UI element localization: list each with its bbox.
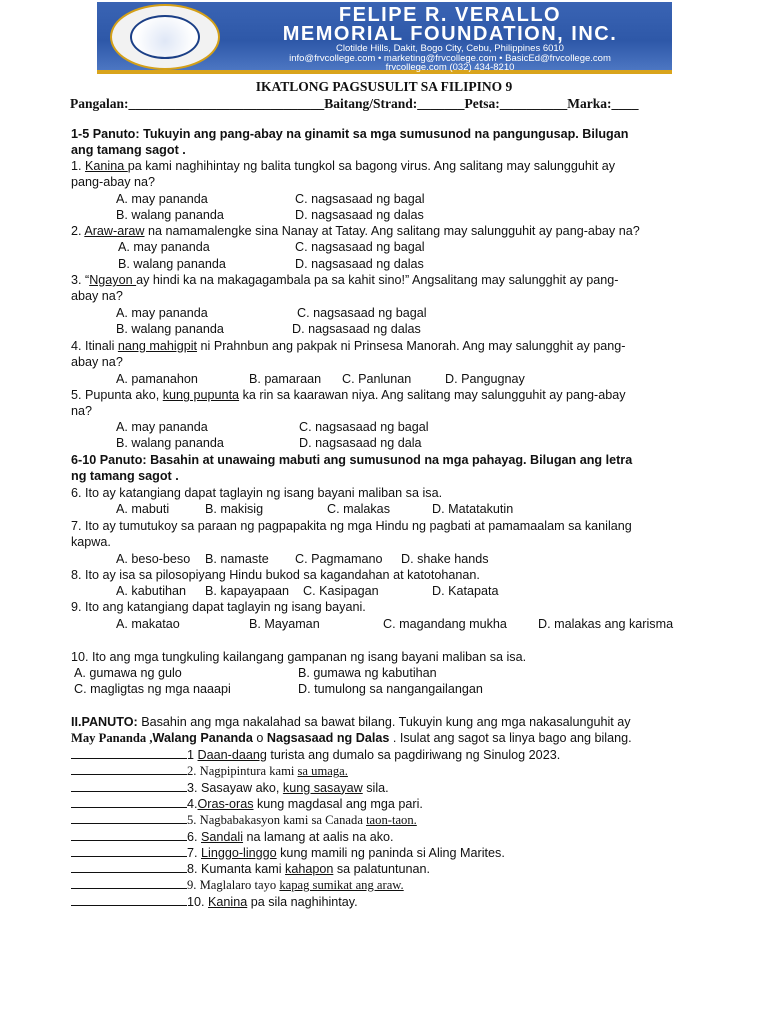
q5-option-d[interactable]: D. nagsasaad ng dala <box>299 436 422 450</box>
question-1: 1. Kanina pa kami naghihintay ng balita tungkol sa bagong virus. Ang salitang may salungguhit ay <box>71 159 616 173</box>
q8-option-a[interactable]: A. kabutihan <box>116 584 187 598</box>
answer-item-10 <box>71 894 711 910</box>
item-pre-text: Nagpipintura kami <box>199 764 298 779</box>
q3-option-a[interactable]: A. may pananda <box>116 306 208 320</box>
answer-item-1 <box>71 747 711 763</box>
student-info-fields: Pangalan:_____________________________Baitang/Strand:_______Petsa:__________Marka:____ <box>70 96 639 111</box>
school-website-phone: frvcollege.com (032) 434-8210 <box>385 62 515 73</box>
item-number: 7. <box>187 845 202 860</box>
q7-option-a[interactable]: A. beso-beso <box>116 552 191 566</box>
question-6: 6. Ito ay katangiang dapat taglayin ng isang bayani maliban sa isa. <box>71 486 443 500</box>
underlined-adverb: kahapon <box>285 862 334 877</box>
item-post-text: turista ang dumalo sa pagdiriwang ng Sinulog 2023. <box>266 748 561 762</box>
q7-option-c[interactable]: C. Pagmamano <box>295 552 383 566</box>
answer-blank-1[interactable] <box>71 747 187 759</box>
answer-item-5 <box>71 812 711 828</box>
underlined-adverb: Daan-daang <box>197 748 267 762</box>
answer-blank-4[interactable] <box>71 796 187 808</box>
question-9: 9. Ito ang katangiang dapat taglayin ng isang bayani. <box>71 600 366 614</box>
item-pre-text: Kumanta kami <box>201 862 286 877</box>
q8-option-b[interactable]: B. kapayapaan <box>205 584 290 598</box>
q1-option-d[interactable]: D. nagsasaad ng dalas <box>295 208 424 222</box>
q2-option-c[interactable]: C. nagsasaad ng bagal <box>295 240 425 254</box>
q1-option-c[interactable]: C. nagsasaad ng bagal <box>295 192 425 206</box>
question-8: 8. Ito ay isa sa pilosopiyang Hindu bukod sa kagandahan at katotohanan. <box>71 568 480 582</box>
underlined-adverb: Sandali <box>201 829 244 844</box>
q8-option-c[interactable]: C. Kasipagan <box>303 584 379 598</box>
q3-option-b[interactable]: B. walang pananda <box>116 322 224 336</box>
q9-option-a[interactable]: A. makatao <box>116 617 180 631</box>
q8-option-d[interactable]: D. Katapata <box>432 584 499 598</box>
q5-option-a[interactable]: A. may pananda <box>116 420 208 434</box>
exam-title: IKATLONG PAGSUSULIT SA FILIPINO 9 <box>255 79 513 94</box>
q6-option-a[interactable]: A. mabuti <box>116 502 170 516</box>
q4-option-b[interactable]: B. pamaraan <box>249 372 322 386</box>
q9-option-c[interactable]: C. magandang mukha <box>383 617 507 631</box>
question-3: 3. “Ngayon ay hindi ka na makagagambala pa sa kahit sino!” Angsalitang may salungghit ay pang- <box>71 273 619 287</box>
answer-item-text <box>187 764 348 778</box>
item-number: 1 <box>187 748 198 762</box>
q2-option-a[interactable]: A. may pananda <box>118 240 210 254</box>
answer-item-text <box>187 895 358 909</box>
school-emails: info@frvcollege.com • marketing@frvcollege.com • BasicEd@frvcollege.com <box>289 53 611 64</box>
q3-option-d[interactable]: D. nagsasaad ng dalas <box>292 322 421 336</box>
item-pre-text: Maglalaro tayo <box>199 878 280 893</box>
answer-item-text <box>187 797 423 811</box>
question-2: 2. Araw-araw na namamalengke sina Nanay at Tatay. Ang salitang may salungguhit ay pang-abay na? <box>71 224 640 238</box>
item-number: 9. <box>187 878 200 893</box>
q2-option-b[interactable]: B. walang pananda <box>118 257 226 271</box>
q10-option-c[interactable]: C. magligtas ng mga naaapi <box>74 682 231 696</box>
answer-item-text <box>187 813 417 827</box>
school-name-line-1: FELIPE R. VERALLO <box>338 4 562 26</box>
underlined-adverb: kung sasayaw <box>282 780 363 795</box>
answer-item-6 <box>71 829 711 845</box>
school-name-line-2: MEMORIAL FOUNDATION, INC. <box>282 23 618 45</box>
item-post-text: kung mamili ng paninda si Aling Marites. <box>276 845 505 860</box>
q5-option-c[interactable]: C. nagsasaad ng bagal <box>299 420 429 434</box>
answer-blank-6[interactable] <box>71 829 187 841</box>
underlined-adverb: taon-taon. <box>366 813 417 828</box>
answer-item-7 <box>71 845 711 861</box>
answer-item-text <box>187 781 389 795</box>
part1-instructions-cont: ang tamang sagot . <box>71 143 186 157</box>
answer-blank-2[interactable] <box>71 763 187 775</box>
q6-option-c[interactable]: C. malakas <box>327 502 390 516</box>
part3-instructions-cont: May Pananda ,Walang Pananda o Nagsasaad ng Dalas . Isulat ang sagot sa linya bago ang bilang. <box>71 731 632 745</box>
q5-option-b[interactable]: B. walang pananda <box>116 436 224 450</box>
q1-option-a[interactable]: A. may pananda <box>116 192 208 206</box>
answer-item-8 <box>71 861 711 877</box>
answer-blank-5[interactable] <box>71 812 187 824</box>
item-post-text: pa sila naghihintay. <box>247 894 358 909</box>
q10-option-a[interactable]: A. gumawa ng gulo <box>74 666 182 680</box>
item-post-text: na lamang at aalis na ako. <box>243 829 394 844</box>
item-number: 8. <box>187 862 202 877</box>
answer-blank-3[interactable] <box>71 780 187 792</box>
q9-option-b[interactable]: B. Mayaman <box>249 617 320 631</box>
q3-option-c[interactable]: C. nagsasaad ng bagal <box>297 306 427 320</box>
q1-option-b[interactable]: B. walang pananda <box>116 208 224 222</box>
answer-item-text <box>187 878 404 892</box>
item-pre-text: Sasayaw ako, <box>201 780 283 795</box>
item-post-text: kung magdasal ang mga pari. <box>253 796 423 811</box>
underlined-adverb: sa umaga. <box>297 764 348 779</box>
question-7: 7. Ito ay tumutukoy sa paraan ng pagpapakita ng mga Hindu ng pagbati at pamamaalam sa kanilang <box>71 519 632 533</box>
answer-blank-10[interactable] <box>71 894 187 906</box>
answer-item-9 <box>71 877 711 893</box>
school-address: Clotilde Hills, Dakit, Bogo City, Cebu, Philippines 6010 <box>336 43 564 54</box>
q7-option-b[interactable]: B. namaste <box>205 552 269 566</box>
q10-option-d[interactable]: D. tumulong sa nangangailangan <box>298 682 483 696</box>
underlined-adverb: Kanina <box>208 894 248 909</box>
item-number: 10. <box>187 894 209 909</box>
underlined-adverb: Oras-oras <box>197 796 254 811</box>
item-post-text: sa palatuntunan. <box>333 862 430 877</box>
q7-option-d[interactable]: D. shake hands <box>401 552 489 566</box>
item-number: 6. <box>187 829 202 844</box>
answer-blank-8[interactable] <box>71 861 187 873</box>
item-number: 2. <box>187 764 200 779</box>
answer-item-text <box>187 830 394 844</box>
q4-option-a[interactable]: A. pamanahon <box>116 372 198 386</box>
answer-item-2 <box>71 763 711 779</box>
question-1-cont: pang-abay na? <box>71 175 156 189</box>
question-10: 10. Ito ang mga tungkuling kailangang gampanan ng isang bayani maliban sa isa. <box>71 650 527 664</box>
question-7-cont: kapwa. <box>71 535 111 549</box>
item-number: 5. <box>187 813 200 828</box>
underlined-adverb: Linggo-linggo <box>201 845 277 860</box>
question-3-cont: abay na? <box>71 289 123 303</box>
part2-instructions: 6-10 Panuto: Basahin at unawaing mabuti ang sumusunod na mga pahayag. Bilugan ang letra <box>71 453 633 467</box>
answer-item-text <box>187 862 430 876</box>
answer-item-3 <box>71 780 711 796</box>
question-4: 4. Itinali nang mahigpit ni Prahnbun ang pakpak ni Prinsesa Manorah. Ang may salungghit ay pang- <box>71 339 626 353</box>
underlined-adverb: kapag sumikat ang araw. <box>279 878 404 893</box>
item-number: 3. <box>187 780 202 795</box>
q6-option-b[interactable]: B. makisig <box>205 502 264 516</box>
answer-item-text <box>187 846 505 860</box>
q6-option-d[interactable]: D. Matatakutin <box>432 502 514 516</box>
school-seal-logo <box>110 4 220 70</box>
item-pre-text: Nagbabakasyon kami sa Canada <box>199 813 367 828</box>
answer-item-4 <box>71 796 711 812</box>
part2-instructions-cont: ng tamang sagot . <box>71 469 179 483</box>
q4-option-c[interactable]: C. Panlunan <box>342 372 412 386</box>
question-5-cont: na? <box>71 404 93 418</box>
part3-instructions: II.PANUTO: Basahin ang mga nakalahad sa bawat bilang. Tukuyin kung ang mga nakasalunguhit ay <box>71 715 631 729</box>
q9-option-d[interactable]: D. malakas ang karisma <box>538 617 674 631</box>
part1-instructions: 1-5 Panuto: Tukuyin ang pang-abay na ginamit sa mga sumusunod na pangungusap. Bilugan <box>71 127 629 141</box>
answer-blank-9[interactable] <box>71 877 187 889</box>
seal-emblem <box>130 15 200 59</box>
item-post-text: sila. <box>362 780 389 795</box>
q4-option-d[interactable]: D. Pangugnay <box>445 372 525 386</box>
question-5: 5. Pupunta ako, kung pupunta ka rin sa kaarawan niya. Ang salitang may salungguhit ay pang-abay <box>71 388 626 402</box>
q10-option-b[interactable]: B. gumawa ng kabutihan <box>298 666 437 680</box>
q2-option-d[interactable]: D. nagsasaad ng dalas <box>295 257 424 271</box>
answer-blank-7[interactable] <box>71 845 187 857</box>
question-4-cont: abay na? <box>71 355 123 369</box>
item-number: 4. <box>187 796 198 811</box>
answer-item-text <box>187 748 560 762</box>
